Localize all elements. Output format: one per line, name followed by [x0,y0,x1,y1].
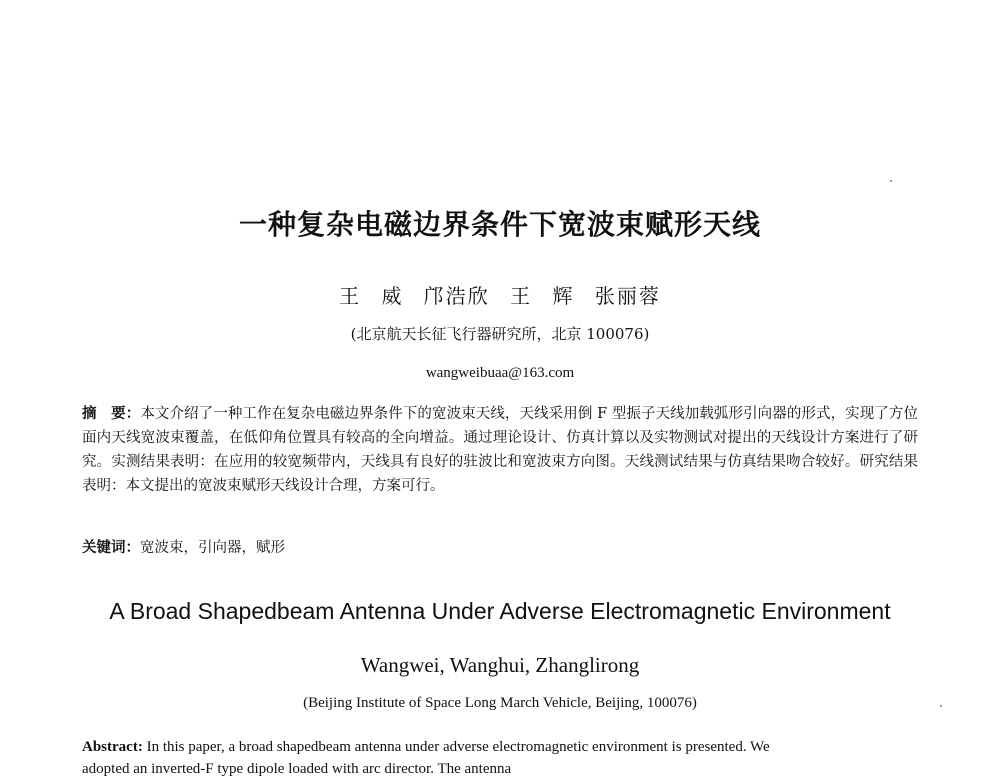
english-affiliation: (Beijing Institute of Space Long March Vehicle, Beijing, 100076) [303,695,697,711]
english-authors: Wangwei, Wanghui, Zhanglirong [360,653,640,677]
author-email: wangweibuaa@163.com [425,365,575,381]
chinese-authors: 王 威 邝浩欣 王 辉 张丽蓉 [339,284,661,308]
chinese-keywords [82,536,918,557]
chinese-abstract [82,402,918,498]
english-abstract [82,736,918,758]
english-abstract-label: Abstract: [82,739,143,755]
scan-speck [940,705,942,707]
chinese-title: 一种复杂电磁边界条件下宽波束赋形天线 [238,208,761,241]
chinese-affiliation: (北京航天长征飞行器研究所，北京 100076) [350,325,650,343]
english-abstract-text: In this paper, a broad shapedbeam antenna under adverse electromagnetic environment is presented. We [146,739,770,755]
english-title: A Broad Shapedbeam Antenna Under Adverse Electromagnetic Environment [109,598,891,624]
chinese-abstract-text: 本文介绍了一种工作在复杂电磁边界条件下的宽波束天线，天线采用倒 F 型振子天线加载弧形引向器的形式，实现了方位面内天线宽波束覆盖，在低仰角位置具有较高的全向增益。通过理论设计、仿真计算以及实物测试对提出的天线设计方案进行了研究。实测结果表明：在应用的较宽频带内，天线具有良好的驻波比和宽波束方向图。天线测试结果与仿真结果吻合较好。研究结果表明：本文提出的宽波束赋形天线设计合理，方案可行。 [82,406,919,494]
scan-speck [890,180,892,182]
chinese-abstract-label: 摘 要： [82,406,141,422]
chinese-keywords-text: 宽波束，引向器，赋形 [140,540,285,556]
chinese-keywords-label: 关键词： [82,540,140,556]
english-abstract-cut-line: adopted an inverted-F type dipole loaded with arc director. The antenna [82,761,512,777]
